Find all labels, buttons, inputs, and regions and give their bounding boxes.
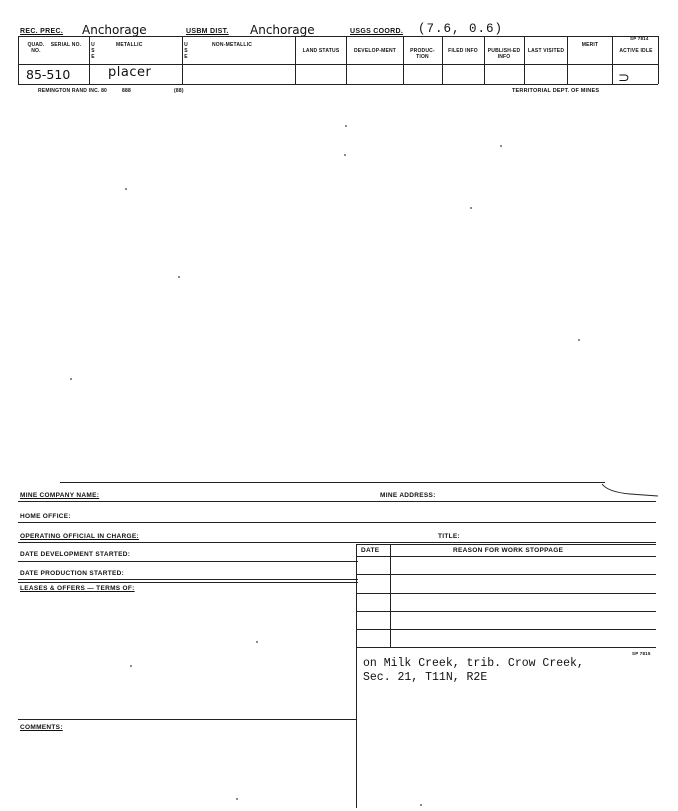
usgs-coord-label: USGS COORD.: [350, 28, 404, 35]
table-date-header: DATE: [361, 547, 380, 554]
date-production-started-label: DATE PRODUCTION STARTED:: [20, 570, 125, 577]
col-serial-no: SERIAL NO.: [50, 42, 82, 48]
col-divider: [567, 36, 568, 84]
speck: [125, 188, 127, 190]
table-divider: [390, 544, 391, 648]
quad-serial-value: 85-510: [26, 67, 71, 82]
table-bottom-rule: [356, 647, 656, 648]
col-last-visited: LAST VISITED: [527, 48, 565, 54]
form-number-bottom: SP 7815: [632, 651, 651, 656]
col-active-idle: ACTIVE IDLE: [619, 48, 653, 54]
field-rule: [18, 522, 656, 523]
col-divider: [484, 36, 485, 84]
speck: [236, 798, 238, 800]
imprint-left: REMINGTON RAND INC. 80: [38, 88, 108, 94]
date-development-started-label: DATE DEVELOPMENT STARTED:: [20, 551, 131, 558]
table-header-rule: [356, 556, 656, 557]
imprint-right: TERRITORIAL DEPT. OF MINES: [512, 88, 600, 94]
row-bottom-rule: [18, 84, 658, 85]
back-top-rule: [60, 482, 605, 483]
field-rule: [356, 544, 656, 545]
table-row-rule: [356, 611, 656, 612]
title-label: TITLE:: [438, 533, 461, 540]
speck: [420, 804, 422, 806]
operating-official-label: OPERATING OFFICIAL IN CHARGE:: [20, 533, 139, 540]
col-use-metallic: USE: [91, 42, 95, 60]
col-divider: [18, 36, 19, 84]
speck: [470, 207, 472, 209]
location-line-2: Sec. 21, T11N, R2E: [363, 671, 488, 684]
col-published-info: PUBLISH-ED INFO: [487, 48, 521, 60]
comments-rule: [18, 719, 356, 720]
home-office-label: HOME OFFICE:: [20, 513, 71, 520]
speck: [345, 125, 347, 127]
comments-label: COMMENTS:: [20, 724, 63, 731]
col-non-metallic: NON-METALLIC: [212, 42, 253, 48]
imprint-code: (88): [174, 88, 184, 94]
speck: [256, 641, 258, 643]
usbm-dist-value: Anchorage: [250, 23, 315, 37]
table-row-rule: [356, 593, 656, 594]
table-divider: [356, 544, 357, 648]
speck: [344, 154, 346, 156]
leases-offers-label: LEASES & OFFERS — TERMS OF:: [20, 585, 135, 592]
table-reason-header: REASON FOR WORK STOPPAGE: [453, 547, 564, 554]
usbm-dist-label: USBM DIST.: [186, 28, 229, 35]
col-divider: [658, 36, 659, 84]
table-row-rule: [356, 574, 656, 575]
speck: [178, 276, 180, 278]
speck: [578, 339, 580, 341]
table-row-rule: [356, 629, 656, 630]
speck: [70, 378, 72, 380]
col-production: PRODUC-TION: [410, 48, 435, 60]
col-development: DEVELOP-MENT: [353, 48, 397, 54]
col-divider: [346, 36, 347, 84]
mine-company-name-label: MINE COMPANY NAME:: [20, 492, 100, 499]
col-divider: [524, 36, 525, 84]
speck: [130, 665, 132, 667]
rec-prec-value: Anchorage: [82, 23, 147, 37]
col-use-nonmetallic: USE: [184, 42, 188, 60]
title-rule: [18, 36, 658, 37]
speck: [500, 145, 502, 147]
col-filed-info: FILED INFO: [448, 48, 478, 54]
col-divider: [612, 36, 613, 84]
metallic-value: placer: [108, 65, 152, 80]
field-rule: [18, 561, 358, 562]
field-rule: [18, 579, 358, 580]
col-divider: [442, 36, 443, 84]
field-rule: [18, 582, 358, 583]
form-number-top: SP 7814: [630, 36, 649, 41]
col-metallic: METALLIC: [116, 42, 143, 48]
field-rule: [18, 501, 656, 502]
card-curl: [600, 478, 660, 500]
rec-prec-label: REC. PREC.: [20, 28, 64, 35]
col-quad-no: QUAD. NO.: [27, 42, 45, 54]
location-line-1: on Milk Creek, trib. Crow Creek,: [363, 657, 584, 670]
usgs-coord-value: (7.6, 0.6): [418, 22, 504, 36]
col-land-status: LAND STATUS: [302, 48, 340, 54]
col-divider: [295, 36, 296, 84]
imprint-mid: 888: [122, 88, 131, 94]
section-divider: [356, 648, 357, 808]
field-rule: [18, 542, 656, 543]
col-divider: [403, 36, 404, 84]
active-idle-mark: ⊃: [618, 70, 630, 86]
col-merit: MERIT: [581, 42, 599, 48]
mine-address-label: MINE ADDRESS:: [380, 492, 436, 499]
